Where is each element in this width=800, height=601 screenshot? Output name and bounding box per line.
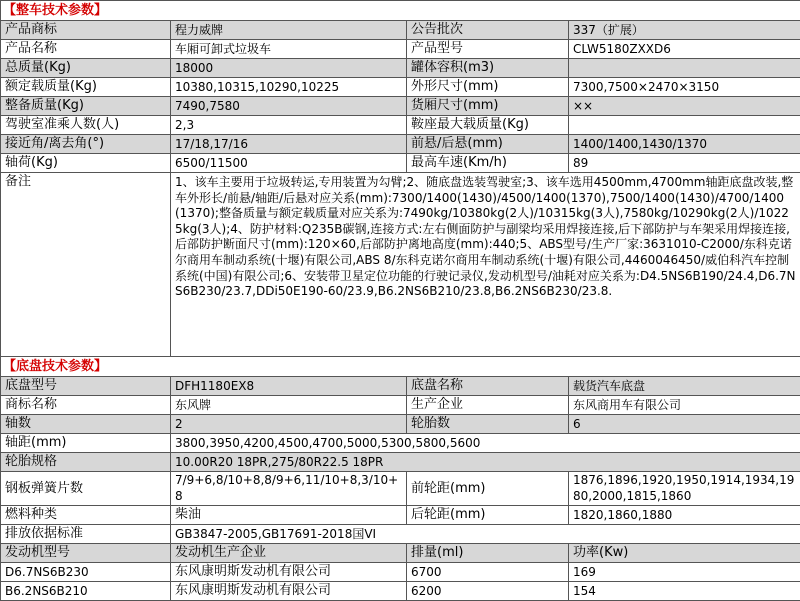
- spec-value: [569, 59, 800, 78]
- spec-value: 车厢可卸式垃圾车: [171, 40, 407, 59]
- spec-value: 17/18,17/16: [171, 135, 407, 154]
- tire-row: [1, 453, 800, 472]
- wheelbase-label: 轴距(mm): [1, 434, 171, 453]
- spec-value: 89: [569, 154, 800, 173]
- fuel-row: [1, 506, 800, 525]
- spec-label: 轴数: [1, 415, 171, 434]
- spec-label: 最高车速(Km/h): [407, 154, 569, 173]
- spec-value: 东风商用车有限公司: [569, 396, 800, 415]
- engine-displacement: 6200: [407, 582, 569, 601]
- spec-label: 轮胎数: [407, 415, 569, 434]
- engine-displacement: 6700: [407, 563, 569, 582]
- engine-power: 154: [569, 582, 800, 601]
- spec-value: 7300,7500×2470×3150: [569, 78, 800, 97]
- spec-value: 6: [569, 415, 800, 434]
- engine-model: D6.7NS6B230: [1, 563, 171, 582]
- section-title: 【底盘技术参数】: [1, 359, 107, 374]
- vehicle-spec-row: [1, 135, 800, 154]
- engine-header-row: [1, 544, 800, 563]
- power-header: 功率(Kw): [569, 544, 800, 563]
- section-vehicle-title: [1, 1, 800, 21]
- spec-value: 2: [171, 415, 407, 434]
- front-track-label: 前轮距(mm): [407, 472, 569, 506]
- engine-model-header: 发动机型号: [1, 544, 171, 563]
- spec-value: 7490,7580: [171, 97, 407, 116]
- displacement-header: 排量(ml): [407, 544, 569, 563]
- vehicle-spec-row: [1, 59, 800, 78]
- fuel-value: 柴油: [171, 506, 407, 525]
- engine-row: [1, 582, 800, 601]
- vehicle-spec-body: [1, 21, 800, 173]
- spec-value: 载货汽车底盘: [569, 377, 800, 396]
- spec-label: 驾驶室准乘人数(人): [1, 116, 171, 135]
- emission-row: [1, 525, 800, 544]
- spec-value: 18000: [171, 59, 407, 78]
- tire-value: 10.00R20 18PR,275/80R22.5 18PR: [171, 453, 800, 472]
- engine-row: [1, 563, 800, 582]
- emission-value: GB3847-2005,GB17691-2018国VI: [171, 525, 800, 544]
- spec-label: 生产企业: [407, 396, 569, 415]
- wheelbase-value: 3800,3950,4200,4500,4700,5000,5300,5800,5600: [171, 434, 800, 453]
- wheelbase-row: [1, 434, 800, 453]
- vehicle-spec-row: [1, 40, 800, 59]
- spec-label: 产品名称: [1, 40, 171, 59]
- spec-label: 货厢尺寸(mm): [407, 97, 569, 116]
- spec-value: DFH1180EX8: [171, 377, 407, 396]
- spec-label: 产品商标: [1, 21, 171, 40]
- spring-value: 7/9+6,8/10+8,8/9+6,11/10+8,3/10+8: [171, 472, 407, 506]
- spec-value: 东风牌: [171, 396, 407, 415]
- spec-value: CLW5180ZXXD6: [569, 40, 800, 59]
- spec-label: 接近角/离去角(°): [1, 135, 171, 154]
- section-row: [1, 1, 800, 21]
- spec-value: 6500/11500: [171, 154, 407, 173]
- emission-label: 排放依据标准: [1, 525, 171, 544]
- spec-label: 额定载质量(Kg): [1, 78, 171, 97]
- spec-label: 轴荷(Kg): [1, 154, 171, 173]
- vehicle-spec-row: [1, 154, 800, 173]
- vehicle-spec-row: [1, 97, 800, 116]
- spec-value: 1400/1400,1430/1370: [569, 135, 800, 154]
- chassis-spec-row: [1, 415, 800, 434]
- front-track-value: 1876,1896,1920,1950,1914,1934,1980,2000,1815,1860: [569, 472, 800, 506]
- spec-label: 整备质量(Kg): [1, 97, 171, 116]
- remarks-text: 1、该车主要用于垃圾转运,专用装置为勾臂;2、随底盘选装驾驶室;3、该车选用4500mm,4700mm轴距底盘改装,整车外形长/前悬/轴距/后悬对应关系(mm):7300/1400(1430)/4500/1400(1370),7500/1400(1430)/4700/1400(1370);整备质量与额定载质量对应关系为:7490kg/10380kg(2人)/10315kg(3人),7580kg/10290kg(2人)/10225kg(3人);4、防护材料:Q235B碳钢,连接方式:左右侧面防护与副梁均采用焊接连接,后下部防护与车架采用焊接连接,后部防护断面尺寸(mm):120×60,后部防护离地高度(mm):440;5、ABS型号/生产厂家:3631010-C2000/东科克诺尔商用车制动系统(十堰)有限公司,ABS 8/东科克诺尔商用车制动系统(十堰)有限公司,4460046450/威伯科汽车控制系统(中国)有限公司;6、安装带卫星定位功能的行驶记录仪,发动机型号/油耗对应关系为:D4.5NS6B190/24.4,D6.7NS6B230/23.7,DDi50E190-60/23.9,B6.2NS6B210/23.8,B6.2NS6B230/23.8.: [171, 173, 800, 357]
- spec-value: [569, 116, 800, 135]
- engine-maker: 东风康明斯发动机有限公司: [171, 582, 407, 601]
- spec-value: ××: [569, 97, 800, 116]
- spec-label: 前悬/后悬(mm): [407, 135, 569, 154]
- spec-value: 10380,10315,10290,10225: [171, 78, 407, 97]
- spec-value: 程力威牌: [171, 21, 407, 40]
- spring-label: 钢板弹簧片数: [1, 472, 171, 506]
- remarks-row: [1, 173, 800, 357]
- engine-model: B6.2NS6B210: [1, 582, 171, 601]
- fuel-label: 燃料种类: [1, 506, 171, 525]
- section-chassis-title: [1, 357, 800, 377]
- spec-label: 总质量(Kg): [1, 59, 171, 78]
- spring-track-row: [1, 472, 800, 506]
- rear-track-value: 1820,1860,1880: [569, 506, 800, 525]
- engine-maker: 东风康明斯发动机有限公司: [171, 563, 407, 582]
- spec-label: 产品型号: [407, 40, 569, 59]
- spec-label: 外形尺寸(mm): [407, 78, 569, 97]
- tire-label: 轮胎规格: [1, 453, 171, 472]
- spec-label: 罐体容积(m3): [407, 59, 569, 78]
- engine-table-body: [1, 544, 800, 601]
- vehicle-spec-row: [1, 116, 800, 135]
- chassis-spec-row: [1, 377, 800, 396]
- rear-track-label: 后轮距(mm): [407, 506, 569, 525]
- chassis-spec-body: [1, 377, 800, 434]
- engine-power: 169: [569, 563, 800, 582]
- spec-value: 337（扩展）: [569, 21, 800, 40]
- spec-label: 商标名称: [1, 396, 171, 415]
- spec-label: 公告批次: [407, 21, 569, 40]
- spec-label: 底盘型号: [1, 377, 171, 396]
- spec-value: 2,3: [171, 116, 407, 135]
- chassis-spec-row: [1, 396, 800, 415]
- vehicle-spec-row: [1, 78, 800, 97]
- engine-maker-header: 发动机生产企业: [171, 544, 407, 563]
- spec-label: 鞍座最大载质量(Kg): [407, 116, 569, 135]
- spec-label: 底盘名称: [407, 377, 569, 396]
- section-row: [1, 357, 800, 377]
- vehicle-spec-row: [1, 21, 800, 40]
- remarks-label: 备注: [1, 173, 171, 357]
- section-title: 【整车技术参数】: [1, 3, 107, 18]
